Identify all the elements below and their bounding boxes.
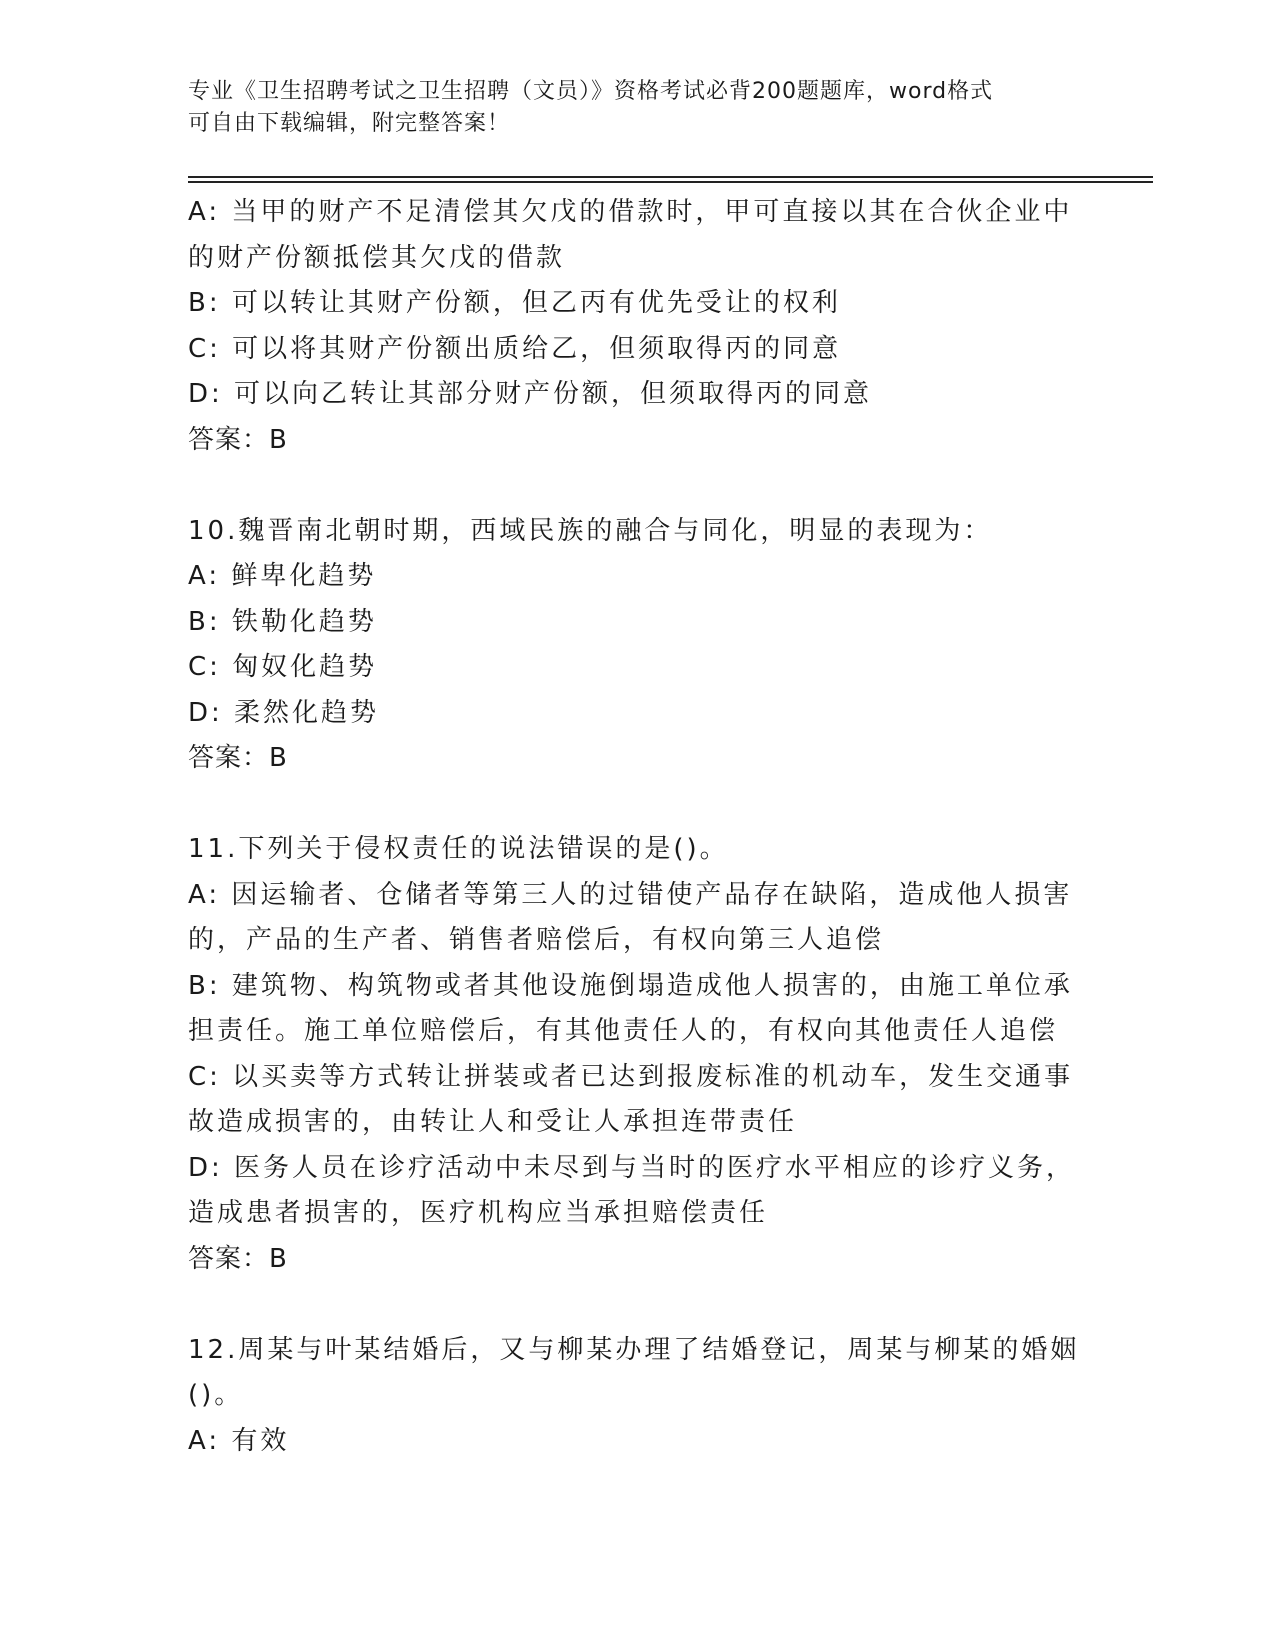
q11-option-c-line2: 故造成损害的，由转让人和受让人承担连带责任 xyxy=(188,1107,798,1137)
question-10-block xyxy=(188,509,1088,782)
question-11-block xyxy=(188,827,1088,1282)
q9-option-a-line2: 的财产份额抵偿其欠戊的借款 xyxy=(188,242,566,273)
question-content xyxy=(188,190,1088,1464)
q11-option-a-line1: A: 因运输者、仓储者等第三人的过错使产品存在缺陷，造成他人损害 xyxy=(188,879,1073,910)
q10-option-b: B: 铁勒化趋势 xyxy=(188,606,377,637)
spacer xyxy=(188,1282,1088,1328)
question-12-block xyxy=(188,1328,1088,1465)
header-line-1: 专业《卫生招聘考试之卫生招聘（文员）》资格考试必背200题题库，word格式 xyxy=(188,79,994,104)
q11-option-a-line2: 的，产品的生产者、销售者赔偿后，有权向第三人追偿 xyxy=(188,925,885,955)
header-divider-bottom xyxy=(188,181,1153,183)
q10-answer: 答案：B xyxy=(188,743,288,773)
q9-option-c: C: 可以将其财产份额出质给乙，但须取得丙的同意 xyxy=(188,333,842,364)
q9-answer: 答案：B xyxy=(188,424,288,455)
q11-option-b-line2: 担责任。施工单位赔偿后，有其他责任人的，有权向其他责任人追偿 xyxy=(188,1016,1059,1046)
q10-option-a: A: 鲜卑化趋势 xyxy=(188,561,377,591)
q11-answer: 答案：B xyxy=(188,1243,288,1274)
q12-stem-line2: ()。 xyxy=(188,1380,244,1410)
q11-option-b-line1: B: 建筑物、构筑物或者其他设施倒塌造成他人损害的，由施工单位承 xyxy=(188,970,1073,1001)
q10-option-d: D: 柔然化趋势 xyxy=(188,697,380,728)
q9-option-a-line1: A: 当甲的财产不足清偿其欠戊的借款时，甲可直接以其在合伙企业中 xyxy=(188,197,1073,227)
q12-stem-line1: 12.周某与叶某结婚后，又与柳某办理了结婚登记，周某与柳某的婚姻 xyxy=(188,1334,1080,1365)
header-line-2: 可自由下载编辑，附完整答案！ xyxy=(188,111,511,136)
q11-stem: 11.下列关于侵权责任的说法错误的是()。 xyxy=(188,834,729,864)
q10-option-c: C: 匈奴化趋势 xyxy=(188,652,378,682)
q9-option-b: B: 可以转让其财产份额，但乙丙有优先受让的权利 xyxy=(188,288,841,318)
q12-option-a: A: 有效 xyxy=(188,1425,290,1456)
document-header xyxy=(188,76,1088,140)
question-9-block xyxy=(188,190,1088,463)
q10-stem: 10.魏晋南北朝时期，西域民族的融合与同化，明显的表现为： xyxy=(188,515,993,546)
spacer xyxy=(188,463,1088,509)
q11-option-d-line2: 造成患者损害的，医疗机构应当承担赔偿责任 xyxy=(188,1198,769,1228)
q11-option-d-line1: D: 医务人员在诊疗活动中未尽到与当时的医疗水平相应的诊疗义务， xyxy=(188,1152,1076,1183)
spacer xyxy=(188,782,1088,828)
header-divider-top xyxy=(188,176,1153,178)
q11-option-c-line1: C: 以买卖等方式转让拼装或者已达到报废标准的机动车，发生交通事 xyxy=(188,1061,1074,1092)
q9-option-d: D: 可以向乙转让其部分财产份额，但须取得丙的同意 xyxy=(188,379,873,409)
